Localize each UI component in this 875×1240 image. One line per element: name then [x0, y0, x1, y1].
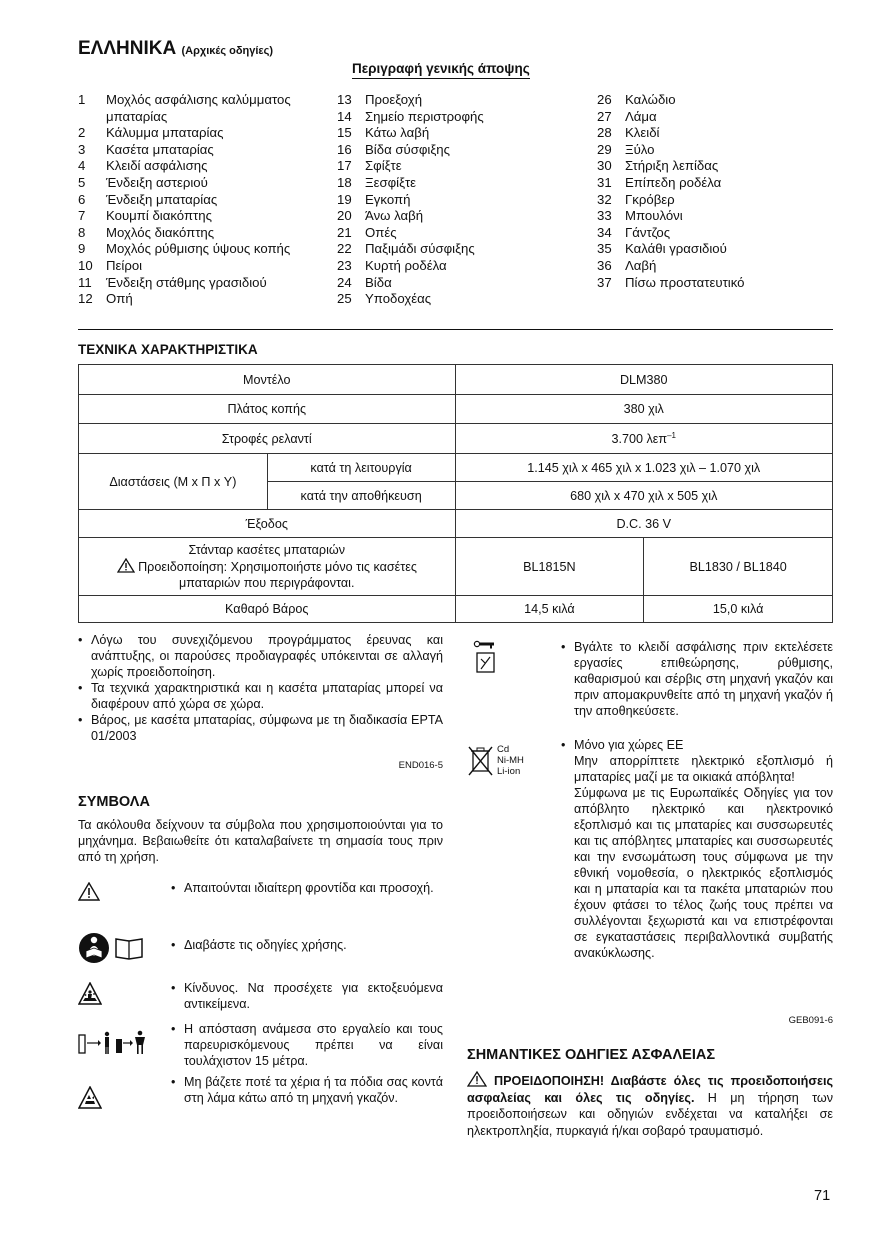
note-text: Τα τεχνικά χαρακτηριστικά και η κασέτα μπαταρίας μπορεί να διαφέρουν από χώρα σε χώρα. [91, 681, 443, 711]
part-label: Κάλυμμα μπαταρίας [106, 125, 224, 141]
symbol-row-thrown-objects: • Κίνδυνος. Να προσέχετε για εκτοξευόμενα αντικείμενα. [78, 980, 443, 1020]
symbol-row-caution: • Απαιτούνται ιδιαίτερη φροντίδα και προσοχή. [78, 880, 443, 920]
part-label: Σημείο περιστροφής [365, 108, 484, 124]
part-number: 31 [597, 174, 612, 190]
symbol-text: Κίνδυνος. Να προσέχετε για εκτοξευόμενα αντικείμενα. [184, 981, 443, 1011]
list-item [78, 241, 333, 258]
doc-code: GEB091-6 [788, 1015, 833, 1026]
part-number: 19 [337, 191, 352, 207]
list-item: • Τα τεχνικά χαρακτηριστικά και η κασέτα μπαταρίας μπορεί να διαφέρουν από χώρα σε χώρα. [78, 681, 443, 711]
symbol-text: Η απόσταση ανάμεσα στο εργαλείο και τους παρευρισκόμενους πρέπει να είναι τουλάχιστον 15 μέτρα. [184, 1022, 443, 1068]
warning-icon [117, 558, 135, 573]
part-number: 3 [78, 141, 86, 157]
part-number: 30 [597, 158, 612, 174]
list-item [337, 192, 587, 209]
spec-value: BL1815N [455, 538, 644, 596]
list-item [337, 275, 587, 292]
part-label: Κουμπί διακόπτης [106, 208, 212, 224]
list-item [597, 275, 833, 292]
part-label: Ένδειξη μπαταρίας [106, 191, 218, 207]
part-number: 26 [597, 92, 612, 107]
battery-warning-text: Προειδοποίηση: Χρησιμοποιήστε μόνο τις κασέτες [138, 560, 417, 574]
spec-value: D.C. 36 V [455, 510, 832, 538]
language-subtitle: (Αρχικές οδηγίες) [181, 45, 274, 57]
battery-chemistry-labels [497, 744, 524, 777]
part-number: 35 [597, 241, 612, 257]
list-item [597, 142, 833, 159]
part-number: 20 [337, 208, 352, 224]
list-item [78, 208, 333, 225]
spec-value: 380 χιλ [455, 395, 832, 424]
part-number: 14 [337, 108, 352, 124]
part-label: Οπές [365, 224, 397, 240]
part-label: Κυρτή ροδέλα [365, 257, 447, 273]
warning-icon [78, 882, 100, 901]
note-text: Βάρος, με κασέτα μπαταρίας, σύμφωνα με τη διαδικασία EPTA 01/2003 [91, 713, 443, 743]
overview-title: Περιγραφή γενικής άποψης [352, 61, 530, 79]
part-label: Πείροι [106, 257, 143, 273]
safety-warning [467, 1071, 833, 1139]
eu-only-title: Μόνο για χώρες ΕΕ [574, 738, 684, 752]
spec-value: 1.145 χιλ x 465 χιλ x 1.023 χιλ – 1.070 χιλ [455, 454, 832, 482]
list-item [597, 258, 833, 275]
table-row [79, 365, 833, 395]
page-language-title [78, 38, 273, 60]
safety-warning-bold: ΠΡΟΕΙΔΟΠΟΙΗΣΗ! Διαβάστε όλες τις προειδοποιήσεις ασφαλείας και όλες τις οδηγίες. [467, 1074, 834, 1105]
part-label: Εγκοπή [365, 191, 411, 207]
part-number: 32 [597, 191, 612, 207]
spec-value: BL1830 / BL1840 [644, 538, 833, 596]
list-item [597, 192, 833, 209]
spec-label: Έξοδος [79, 510, 456, 538]
part-label: Γκρόβερ [625, 191, 675, 207]
battery-label-line3: μπαταριών που περιγράφονται. [179, 576, 355, 590]
symbol-row-remove-key: • Βγάλτε το κλειδί ασφάλισης πριν εκτελέσετε εργασίες επιθεώρησης, ρύθμισης, καθαρισμού και σέρβις στη μηχανή γκαζόν και πριν απομακρυνθείτε από τη μηχανή γκαζόν ή την αποθηκεύσετε. [467, 639, 833, 735]
thrown-objects-warning-icon [78, 982, 102, 1006]
part-label: Πίσω προστατευτικό [625, 274, 745, 290]
part-number: 10 [78, 257, 93, 273]
part-label: Προεξοχή [365, 92, 423, 107]
part-number: 21 [337, 224, 352, 240]
part-label: Λαβή [625, 257, 657, 273]
nimh-label: Ni-MH [497, 755, 524, 766]
list-item [337, 92, 587, 109]
symbol-text: Μη βάζετε ποτέ τα χέρια ή τα πόδια σας κοντά στη λάμα κάτω από τη μηχανή γκαζόν. [184, 1075, 443, 1105]
part-number: 1 [78, 92, 86, 107]
safety-title: ΣΗΜΑΝΤΙΚΕΣ ΟΔΗΓΙΕΣ ΑΣΦΑΛΕΙΑΣ [467, 1047, 716, 1063]
part-label: Γάντζος [625, 224, 671, 240]
specs-table [78, 364, 833, 623]
hands-feet-warning-icon [78, 1086, 102, 1110]
parts-list-col2 [337, 92, 587, 308]
list-item [597, 225, 833, 242]
part-number: 11 [78, 274, 92, 290]
table-row [79, 454, 833, 482]
symbol-row-disposal: Cd Ni-MH Li-ion • Μόνο για χώρες ΕΕ Μην απορρίπτετε ηλεκτρικό εξοπλισμό ή μπαταρίες μαζί με τα οικιακά απόβλητα! Σύμφωνα με τις Ευρωπαϊκές Οδηγίες για τον απόβλητο ηλεκτρικό και ηλεκτρονικό εξοπλισμό και τις μπαταρίες και συσσωρευτές και τις απόβλητες μπαταρίες και συσσωρευτές και την ενσωμάτωση τους σύμφωνα με την εθνική νομοθεσία, ο ηλεκτρικός εξοπλισμός και η μπαταρία και τα πακέτα μπαταριών που έχουν φτάσει το τέλος ζωής τους πρέπει να συλλέγονται ξεχωριστά και να επιστρέφονται σε εγκαταστάσεις περιβαλλοντικά συμβατής ανακύκλωσης. [467, 737, 833, 1017]
list-item: • Λόγω του συνεχιζόμενου προγράμματος έρευνας και ανάπτυξης, οι παρούσες προδιαγραφές υπόκεινται σε αλλαγή χωρίς προειδοποίηση. [78, 633, 443, 679]
part-label: Μοχλός διακόπτης [106, 224, 215, 240]
list-item [337, 208, 587, 225]
symbols-intro: Τα ακόλουθα δείχνουν τα σύμβολα που χρησιμοποιούνται για το μηχάνημα. Βεβαιωθείτε ότι καταλαβαίνετε τη σημασία τους πριν από τη χρήση. [78, 818, 443, 864]
language-heading: ΕΛΛΗΝΙΚΑ [78, 38, 177, 59]
section-divider [78, 329, 833, 330]
part-number: 7 [78, 208, 86, 224]
list-item [78, 258, 333, 275]
list-item [597, 241, 833, 258]
list-item [597, 109, 833, 126]
spec-value: DLM380 [455, 365, 832, 395]
part-number: 37 [597, 274, 612, 290]
part-label: Κασέτα μπαταρίας [106, 141, 214, 157]
part-label: Επίπεδη ροδέλα [625, 174, 722, 190]
keep-distance-icon [78, 1029, 150, 1057]
part-number: 28 [597, 125, 612, 141]
part-number: 13 [337, 92, 352, 107]
list-item [337, 158, 587, 175]
list-item [78, 92, 333, 125]
spec-value: 14,5 κιλά [455, 596, 644, 623]
list-item [337, 225, 587, 242]
list-item [597, 158, 833, 175]
list-item [78, 175, 333, 192]
spec-value: 15,0 κιλά [644, 596, 833, 623]
part-label: Κάτω λαβή [365, 125, 430, 141]
part-number: 2 [78, 125, 86, 141]
spec-label: Πλάτος κοπής [79, 395, 456, 424]
spec-label: Καθαρό Βάρος [79, 596, 456, 623]
list-item [337, 109, 587, 126]
part-label: Σφίξτε [365, 158, 402, 174]
spec-sublabel: κατά την αποθήκευση [267, 482, 455, 510]
note-text: Λόγω του συνεχιζόμενου προγράμματος έρευνας και ανάπτυξης, οι παρούσες προδιαγραφές υπόκεινται σε αλλαγή χωρίς προειδοποίηση. [91, 633, 443, 679]
doc-code: END016-5 [398, 760, 443, 771]
part-label: Στήριξη λεπίδας [625, 158, 719, 174]
symbol-text: Απαιτούνται ιδιαίτερη φροντίδα και προσοχή. [184, 881, 434, 895]
parts-list-col1 [78, 92, 333, 308]
parts-list-col3 [597, 92, 833, 291]
list-item [337, 241, 587, 258]
list-item: • Βάρος, με κασέτα μπαταρίας, σύμφωνα με τη διαδικασία EPTA 01/2003 [78, 713, 443, 743]
symbols-title: ΣΥΜΒΟΛΑ [78, 794, 150, 810]
spec-label [79, 538, 456, 596]
part-label: Παξιμάδι σύσφιξης [365, 241, 475, 257]
part-label: Υποδοχέας [365, 291, 432, 307]
part-label: Μπουλόνι [625, 208, 683, 224]
list-item [597, 125, 833, 142]
part-label: Καλάθι γρασιδιού [625, 241, 727, 257]
crossed-bin-icon [467, 743, 495, 781]
list-item [337, 125, 587, 142]
part-number: 16 [337, 141, 352, 157]
list-item [78, 125, 333, 142]
disposal-directive-text: Σύμφωνα με τις Ευρωπαϊκές Οδηγίες για τον απόβλητο ηλεκτρικό και ηλεκτρονικό εξοπλισμό και τις μπαταρίες και συσσωρευτές και τις απόβλητες μπαταρίες και συσσωρευτές και την ενσωμάτωση τους σύμφωνα με την εθνική νομοθεσία, ο ηλεκτρικός εξοπλισμός και η μπαταρία και τα πακέτα μπαταριών που έχουν φτάσει το τέλος ζωής τους πρέπει να συλλέγονται ξεχωριστά και να επιστρέφονται σε εγκαταστάσεις περιβαλλοντικά συμβατής ανακύκλωσης. [574, 786, 833, 960]
part-number: 17 [337, 158, 352, 174]
table-row [79, 596, 833, 623]
list-item [78, 291, 333, 308]
specs-title: ΤΕΧΝΙΚΑ ΧΑΡΑΚΤΗΡΙΣΤΙΚΑ [78, 342, 258, 357]
spec-value: 680 χιλ x 470 χιλ x 505 χιλ [455, 482, 832, 510]
list-item [78, 275, 333, 292]
symbol-row-read-manual: • Διαβάστε τις οδηγίες χρήσης. [78, 937, 443, 973]
battery-label-line1: Στάνταρ κασέτες μπαταριών [188, 543, 345, 557]
list-item [337, 258, 587, 275]
part-number: 34 [597, 224, 612, 240]
speed-value: 3.700 λεπ [611, 432, 668, 447]
part-number: 23 [337, 257, 352, 273]
part-number: 15 [337, 125, 352, 141]
list-item [597, 175, 833, 192]
table-row [79, 424, 833, 454]
symbol-row-distance: • Η απόσταση ανάμεσα στο εργαλείο και τους παρευρισκόμενους πρέπει να είναι τουλάχιστον 15 μέτρα. [78, 1021, 443, 1071]
spec-sublabel: κατά τη λειτουργία [267, 454, 455, 482]
safety-warning-text: Η μη τήρηση των προειδοποιήσεων και οδηγιών ενδέχεται να καταλήξει σε ηλεκτροπληξία, πυρκαγιά ή/και σοβαρό τραυματισμό. [467, 1090, 833, 1138]
part-label: Μοχλός ρύθμισης ύψους κοπής [106, 241, 291, 257]
part-label: Καλώδιο [625, 92, 676, 107]
part-label: Ένδειξη αστεριού [106, 174, 208, 190]
part-label: Λάμα [625, 108, 657, 124]
spec-value [455, 424, 832, 454]
table-row [79, 538, 833, 596]
part-number: 22 [337, 241, 352, 257]
part-label: Μοχλός ασφάλισης καλύμματος μπαταρίας [106, 92, 291, 124]
part-number: 18 [337, 174, 352, 190]
part-number: 6 [78, 191, 86, 207]
part-label: Κλειδί ασφάλισης [106, 158, 208, 174]
page-number: 71 [814, 1188, 831, 1204]
spec-label: Διαστάσεις (Μ x Π x Υ) [79, 454, 268, 510]
table-row [79, 395, 833, 424]
list-item [337, 291, 587, 308]
read-manual-icon [78, 931, 148, 965]
warning-icon [467, 1071, 487, 1087]
part-number: 25 [337, 291, 352, 307]
part-number: 27 [597, 108, 612, 124]
battery-label-line2 [85, 558, 449, 575]
list-item [337, 142, 587, 159]
part-number: 33 [597, 208, 612, 224]
part-label: Βίδα [365, 274, 392, 290]
part-number: 24 [337, 274, 352, 290]
part-number: 5 [78, 174, 86, 190]
part-label: Οπή [106, 291, 133, 307]
list-item [78, 158, 333, 175]
list-item [78, 192, 333, 209]
list-item [337, 175, 587, 192]
list-item [78, 142, 333, 159]
spec-notes [78, 632, 443, 774]
spec-label: Στροφές ρελαντί [79, 424, 456, 454]
list-item [78, 225, 333, 242]
part-label: Ένδειξη στάθμης γρασιδιού [106, 274, 267, 290]
part-label: Ξύλο [625, 141, 655, 157]
part-label: Άνω λαβή [365, 208, 424, 224]
part-label: Ξεσφίξτε [365, 174, 417, 190]
part-number: 4 [78, 158, 86, 174]
symbol-text: Διαβάστε τις οδηγίες χρήσης. [184, 938, 347, 952]
part-number: 8 [78, 224, 86, 240]
cd-label: Cd [497, 744, 510, 755]
list-item [597, 208, 833, 225]
remove-key-icon [473, 639, 499, 675]
table-row [79, 510, 833, 538]
part-number: 36 [597, 257, 612, 273]
part-number: 29 [597, 141, 612, 157]
spec-label: Μοντέλο [79, 365, 456, 395]
part-label: Κλειδί [625, 125, 660, 141]
symbol-row-hands-feet: • Μη βάζετε ποτέ τα χέρια ή τα πόδια σας κοντά στη λάμα κάτω από τη μηχανή γκαζόν. [78, 1074, 443, 1126]
list-item [597, 92, 833, 109]
part-number: 12 [78, 291, 93, 307]
part-label: Βίδα σύσφιξης [365, 141, 450, 157]
symbol-text: Βγάλτε το κλειδί ασφάλισης πριν εκτελέσετε εργασίες επιθεώρησης, ρύθμισης, καθαρισμού και σέρβις στη μηχανή γκαζόν και πριν απομακρυνθείτε από τη μηχανή γκαζόν ή την αποθηκεύσετε. [574, 640, 833, 718]
part-number: 9 [78, 241, 86, 257]
speed-exponent: –1 [667, 430, 677, 440]
disposal-text: Μην απορρίπτετε ηλεκτρικό εξοπλισμό ή μπαταρίες μαζί με τα οικιακά απόβλητα! [574, 754, 833, 784]
liion-label: Li-ion [497, 766, 521, 777]
